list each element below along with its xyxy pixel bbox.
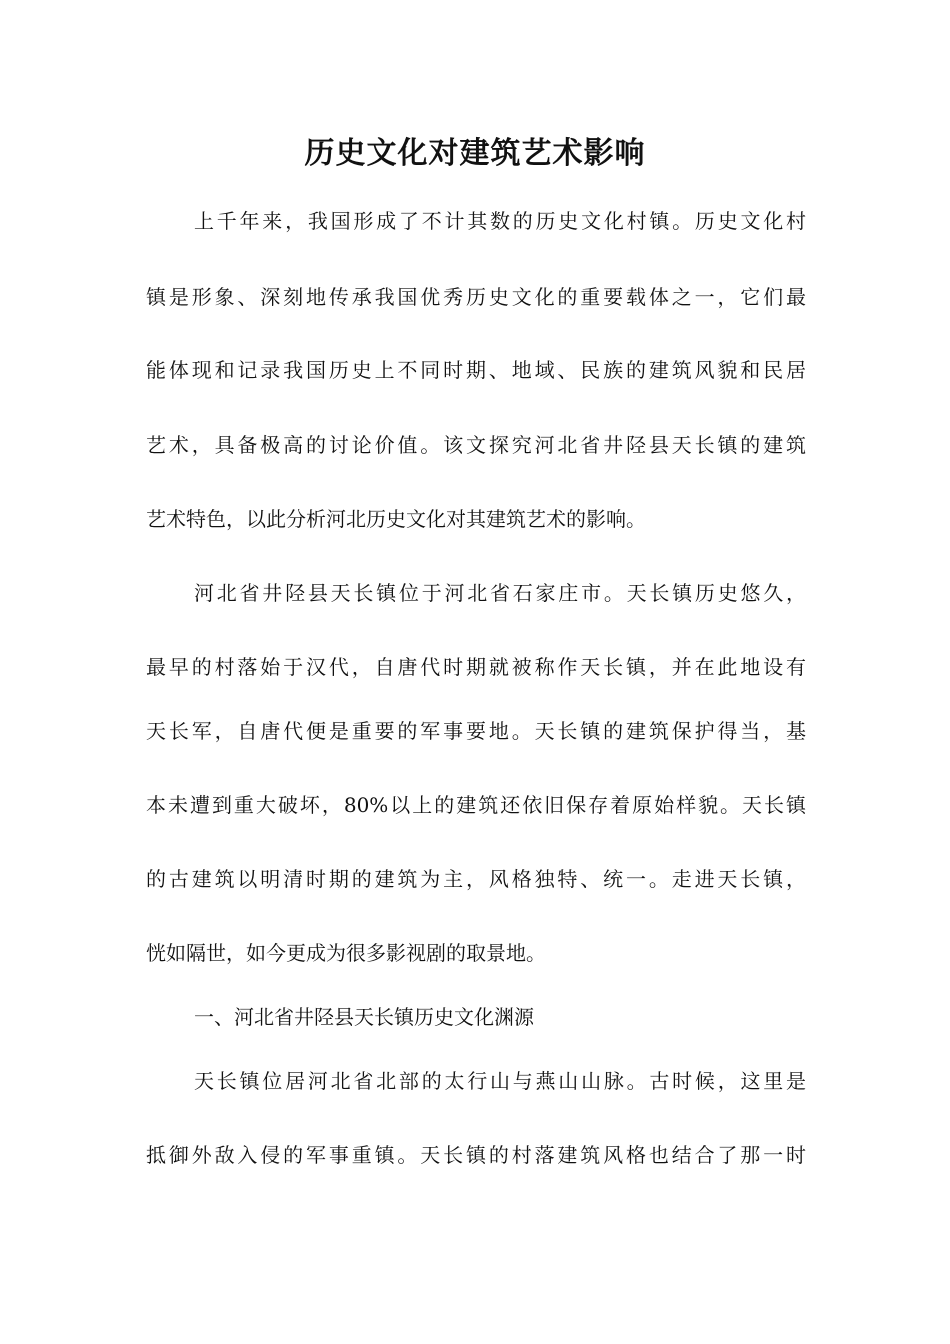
paragraph-line: 恍如隔世，如今更成为很多影视剧的取景地。 bbox=[146, 941, 546, 965]
paragraph-line: 天长军，自唐代便是重要的军事要地。天长镇的建筑保护得当，基 bbox=[146, 719, 806, 743]
paragraph-line: 镇是形象、深刻地传承我国优秀历史文化的重要载体之一，它们最 bbox=[146, 285, 806, 309]
paragraph-line: 最早的村落始于汉代，自唐代时期就被称作天长镇，并在此地设有 bbox=[146, 655, 806, 679]
paragraph-line: 上千年来，我国形成了不计其数的历史文化村镇。历史文化村 bbox=[194, 209, 806, 233]
paragraph-line: 艺术，具备极高的讨论价值。该文探究河北省井陉县天长镇的建筑 bbox=[146, 433, 806, 457]
paragraph-line: 抵御外敌入侵的军事重镇。天长镇的村落建筑风格也结合了那一时 bbox=[146, 1143, 806, 1167]
paragraph-line: 能体现和记录我国历史上不同时期、地域、民族的建筑风貌和民居 bbox=[146, 358, 806, 382]
document-title: 历史文化对建筑艺术影响 bbox=[304, 136, 646, 171]
paragraph-line: 河北省井陉县天长镇位于河北省石家庄市。天长镇历史悠久， bbox=[194, 581, 806, 605]
paragraph-line: 的古建筑以明清时期的建筑为主，风格独特、统一。走进天长镇， bbox=[146, 867, 806, 891]
paragraph-line: 艺术特色，以此分析河北历史文化对其建筑艺术的影响。 bbox=[146, 507, 646, 531]
paragraph-line: 本未遭到重大破坏，80%以上的建筑还依旧保存着原始样貌。天长镇 bbox=[146, 793, 806, 817]
section-heading: 一、河北省井陉县天长镇历史文化渊源 bbox=[194, 1005, 534, 1029]
paragraph-line: 天长镇位居河北省北部的太行山与燕山山脉。古时候，这里是 bbox=[194, 1069, 806, 1093]
